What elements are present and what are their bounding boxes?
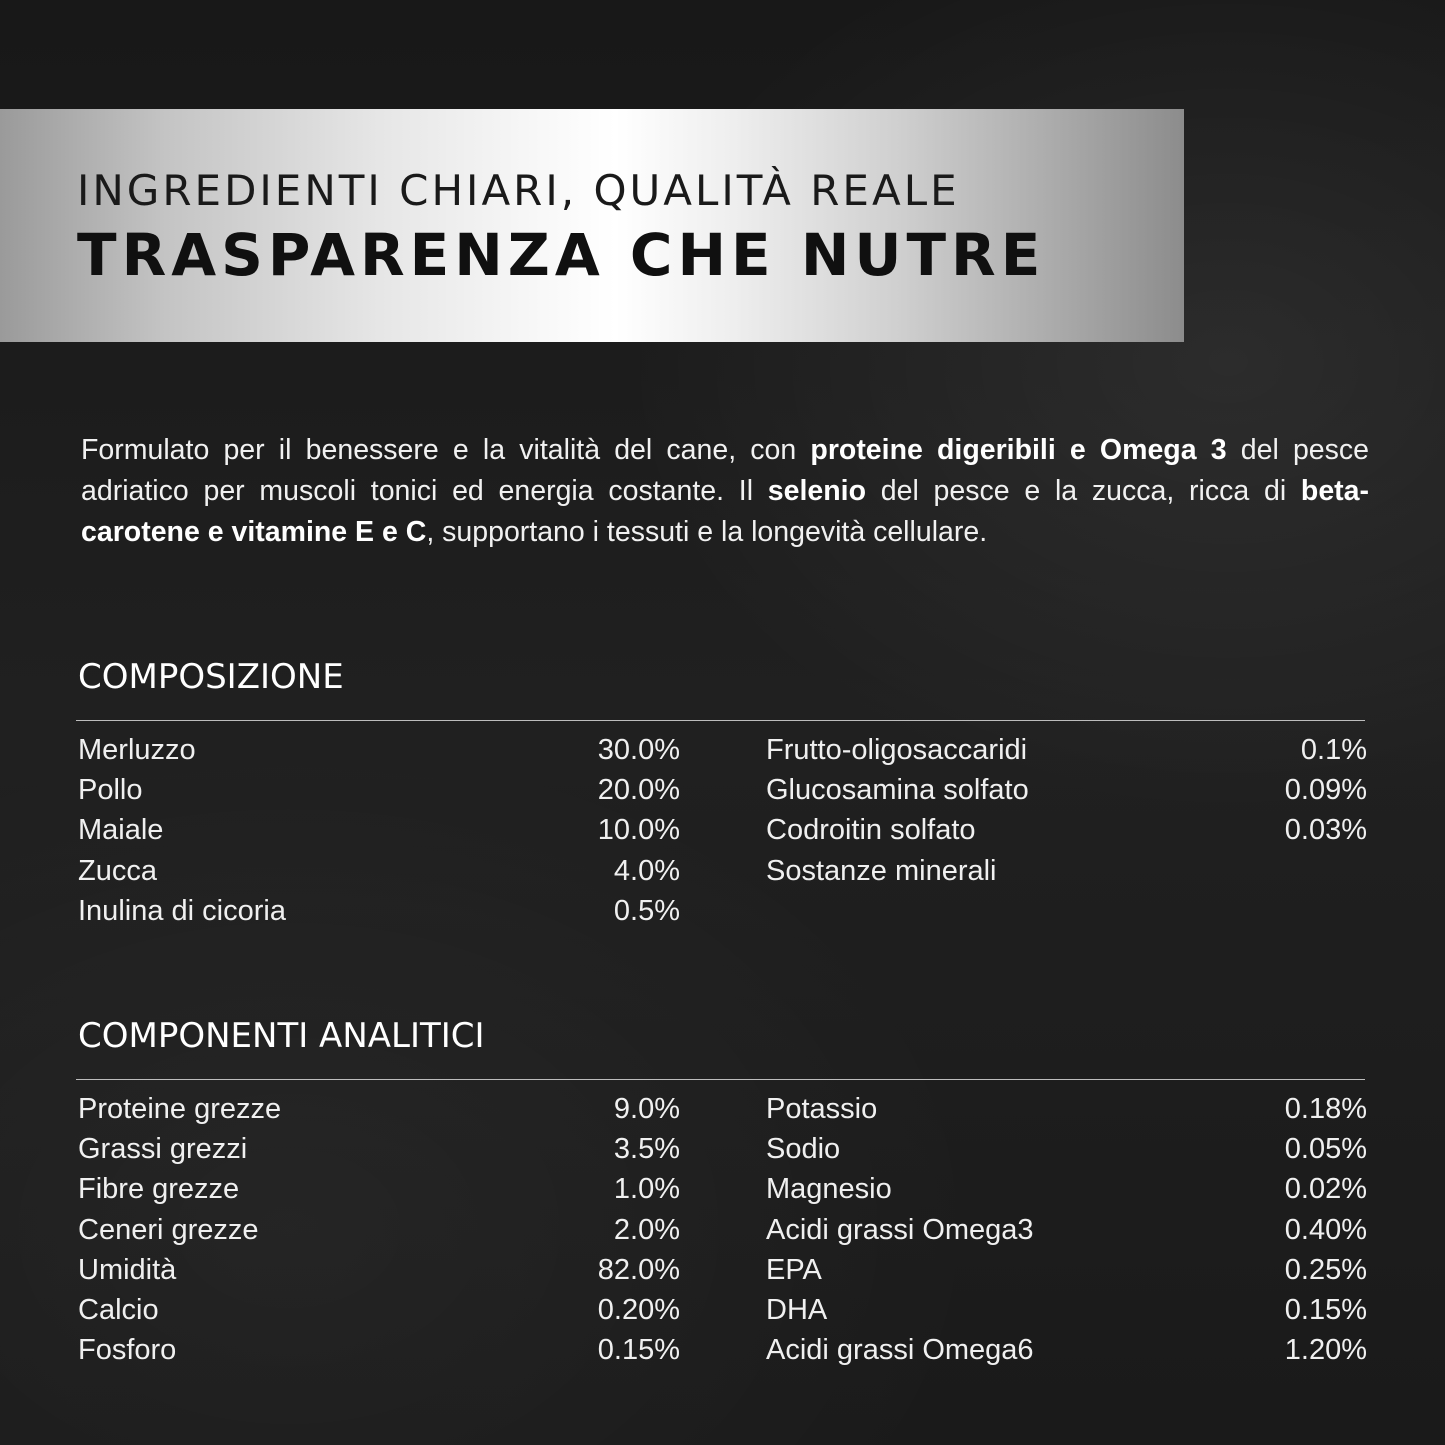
row-value: 0.25% [1284, 1253, 1367, 1286]
row-name: Ceneri grezze [78, 1213, 259, 1246]
row-value: 30.0% [597, 734, 680, 766]
table-row [78, 1334, 680, 1374]
description-text: del pesce adriatico per muscoli tonici ed energia costante. Il [81, 434, 1369, 507]
row-name: Merluzzo [78, 734, 196, 766]
row-name: Pollo [78, 774, 143, 807]
row-name: Inulina di cicoria [78, 894, 286, 927]
row-name: DHA [766, 1293, 828, 1326]
table-row [766, 1334, 1367, 1374]
row-name: Potassio [766, 1093, 878, 1125]
analytics-divider [76, 1079, 1365, 1080]
row-name: Fibre grezze [78, 1173, 240, 1206]
table-row [766, 1133, 1367, 1173]
analytics-right-column [766, 1093, 1367, 1374]
table-row [78, 734, 680, 774]
table-row [78, 774, 680, 814]
row-value: 0.1% [1300, 734, 1367, 766]
row-value: 0.20% [597, 1293, 680, 1326]
row-name: Zucca [78, 854, 157, 887]
row-value: 0.09% [1284, 774, 1367, 807]
table-row [78, 1173, 680, 1213]
table-row [766, 1294, 1367, 1334]
row-value: 2.0% [613, 1213, 680, 1246]
header-title: TRASPARENZA CHE NUTRE [77, 221, 1046, 289]
table-row [78, 1214, 680, 1254]
row-value: 1.0% [613, 1173, 680, 1206]
row-name: Grassi grezzi [78, 1133, 248, 1166]
composition-title: COMPOSIZIONE [78, 657, 344, 697]
header-banner [0, 109, 1184, 342]
table-row [766, 774, 1367, 814]
row-name: Glucosamina solfato [766, 774, 1029, 807]
row-name: Codroitin solfato [766, 814, 976, 847]
table-row [78, 1093, 680, 1133]
row-value: 3.5% [613, 1133, 680, 1166]
description-text: del pesce e la zucca, ricca di [866, 475, 1301, 507]
row-name: Umidità [78, 1253, 177, 1286]
row-name: Proteine grezze [78, 1093, 282, 1125]
row-value: 0.05% [1284, 1133, 1367, 1166]
table-row [78, 814, 680, 854]
row-value: 4.0% [613, 854, 680, 887]
row-name: Acidi grassi Omega3 [766, 1213, 1034, 1246]
composition-left-column [78, 734, 680, 935]
row-name: Sodio [766, 1133, 841, 1166]
row-value: 0.18% [1284, 1093, 1367, 1125]
table-row [78, 1133, 680, 1173]
row-value: 0.15% [597, 1334, 680, 1367]
row-name: Acidi grassi Omega6 [766, 1334, 1034, 1367]
row-value: 20.0% [597, 774, 680, 807]
row-name: Sostanze minerali [766, 854, 997, 887]
row-name: Fosforo [78, 1334, 177, 1367]
row-value: 0.5% [613, 894, 680, 927]
row-name: Frutto-oligosaccaridi [766, 734, 1028, 766]
row-value: 0.40% [1284, 1213, 1367, 1246]
table-row [78, 1294, 680, 1334]
table-row [766, 1093, 1367, 1133]
table-row [766, 814, 1367, 854]
row-value: 0.03% [1284, 814, 1367, 847]
table-row [78, 855, 680, 895]
table-row [78, 1254, 680, 1294]
row-name: Maiale [78, 814, 164, 847]
table-row [766, 1254, 1367, 1294]
row-value: 82.0% [597, 1253, 680, 1286]
row-value: 10.0% [597, 814, 680, 847]
description-highlight: proteine digeribili e Omega 3 [810, 434, 1227, 466]
composition-divider [76, 720, 1365, 721]
row-value: 0.15% [1284, 1293, 1367, 1326]
table-row [766, 1214, 1367, 1254]
composition-right-column [766, 734, 1367, 895]
row-value: 1.20% [1284, 1334, 1367, 1367]
analytics-left-column [78, 1093, 680, 1374]
description-text: Formulato per il benessere e la vitalità del cane, con [81, 434, 811, 466]
table-row [78, 895, 680, 935]
description-highlight: selenio [767, 475, 867, 507]
header-subtitle: INGREDIENTI CHIARI, QUALITÀ REALE [77, 166, 960, 215]
table-row [766, 855, 1367, 895]
row-name: EPA [766, 1253, 822, 1286]
row-name: Magnesio [766, 1173, 892, 1206]
description-highlight: beta-carotene e vitamine E e C [81, 475, 1369, 548]
row-name: Calcio [78, 1293, 159, 1326]
analytics-title: COMPONENTI ANALITICI [78, 1016, 485, 1056]
table-row [766, 1173, 1367, 1213]
table-row [766, 734, 1367, 774]
product-description [81, 430, 1369, 553]
description-text: , supportano i tessuti e la longevità cellulare. [426, 516, 988, 548]
row-value: 0.02% [1284, 1173, 1367, 1206]
row-value: 9.0% [613, 1093, 680, 1125]
